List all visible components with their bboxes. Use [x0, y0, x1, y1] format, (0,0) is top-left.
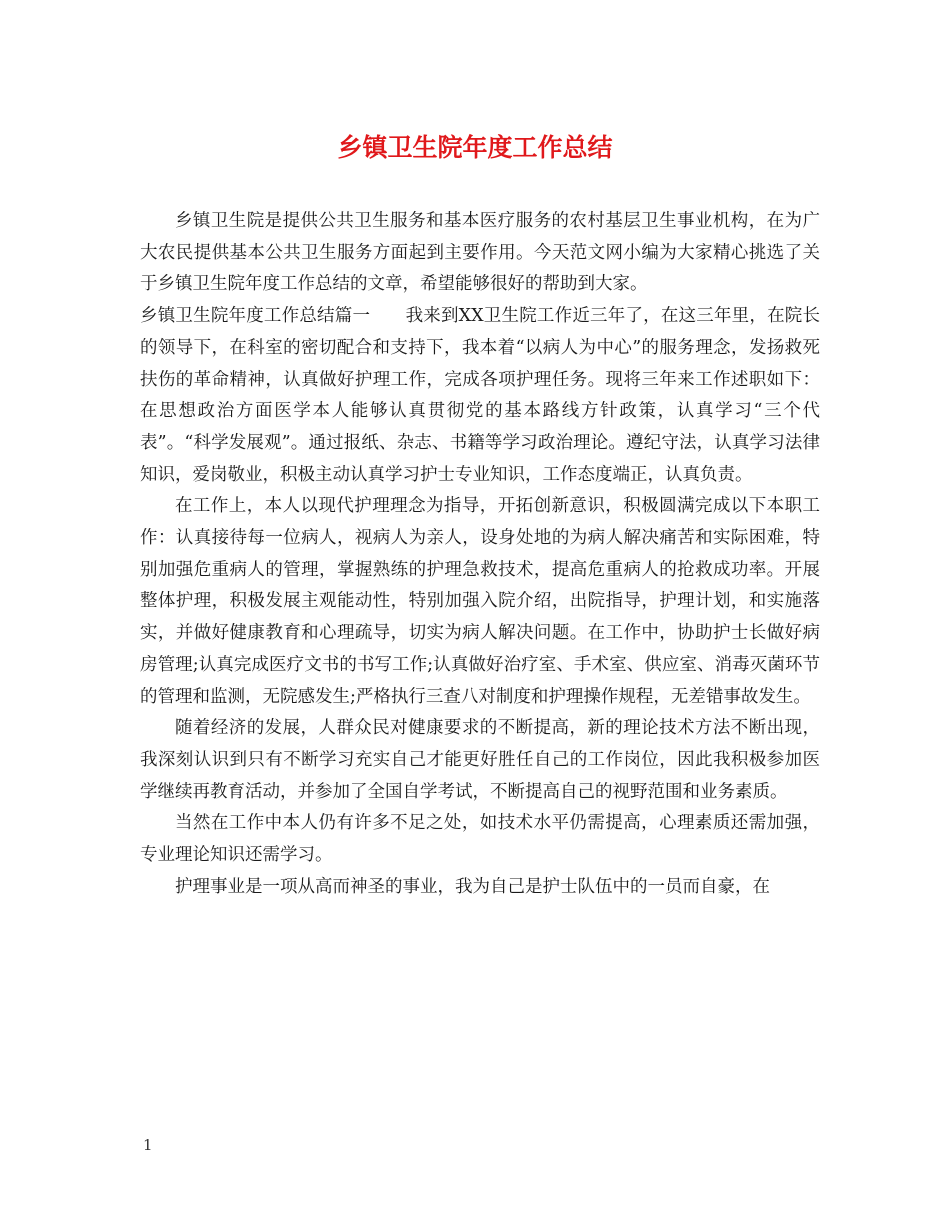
- paragraph-section-one: 乡镇卫生院年度工作总结篇一 我来到XX卫生院工作近三年了，在这三年里，在院长的领导下，在科室的密切配合和支持下，我本着“以病人为中心”的服务理念，发扬救死扶伤的革命精神，认真做好护理工作，完成各项护理任务。现将三年来工作述职如下：在思想政治方面医学本人能够认真贯彻党的基本路线方针政策，认真学习“三个代表”。“科学发展观”。通过报纸、杂志、书籍等学习政治理论。遵纪守法，认真学习法律知识，爱岗敬业，积极主动认真学习护士专业知识，工作态度端正，认真负责。: [140, 306, 820, 485]
- page-title: 乡镇卫生院年度工作总结: [337, 133, 613, 162]
- paragraph-intro: 乡镇卫生院是提供公共卫生服务和基本医疗服务的农村基层卫生事业机构，在为广大农民提供基本公共卫生服务方面起到主要作用。今天范文网小编为大家精心挑选了关于乡镇卫生院年度工作总结的文章，希望能够很好的帮助到大家。: [140, 211, 820, 295]
- paragraph-shortcomings: 当然在工作中本人仍有许多不足之处，如技术水平仍需提高，心理素质还需加强，专业理论知识还需学习。: [140, 813, 820, 866]
- paragraph-nursing-career: 护理事业是一项从高而神圣的事业，我为自己是护士队伍中的一员而自豪，在: [175, 876, 770, 897]
- document-body: [140, 206, 820, 903]
- paragraph-study: 随着经济的发展，人群众民对健康要求的不断提高，新的理论技术方法不断出现，我深刻认识到只有不断学习充实自己才能更好胜任自己的工作岗位，因此我积极参加医学继续再教育活动，并参加了全国自学考试，不断提高自己的视野范围和业务素质。: [140, 718, 820, 802]
- paragraph-work: 在工作上，本人以现代护理理念为指导，开拓创新意识，积极圆满完成以下本职工作：认真接待每一位病人，视病人为亲人，设身处地的为病人解决痛苦和实际困难，特别加强危重病人的管理，掌握熟练的护理急救技术，提高危重病人的抢救成功率。开展整体护理，积极发展主观能动性，特别加强入院介绍，出院指导，护理计划，和实施落实，并做好健康教育和心理疏导，切实为病人解决问题。在工作中，协助护士长做好病房管理;认真完成医疗文书的书写工作;认真做好治疗室、手术室、供应室、消毒灭菌环节的管理和监测，无院感发生;严格执行三查八对制度和护理操作规程，无差错事故发生。: [140, 496, 820, 707]
- page-number: 1: [143, 1136, 153, 1154]
